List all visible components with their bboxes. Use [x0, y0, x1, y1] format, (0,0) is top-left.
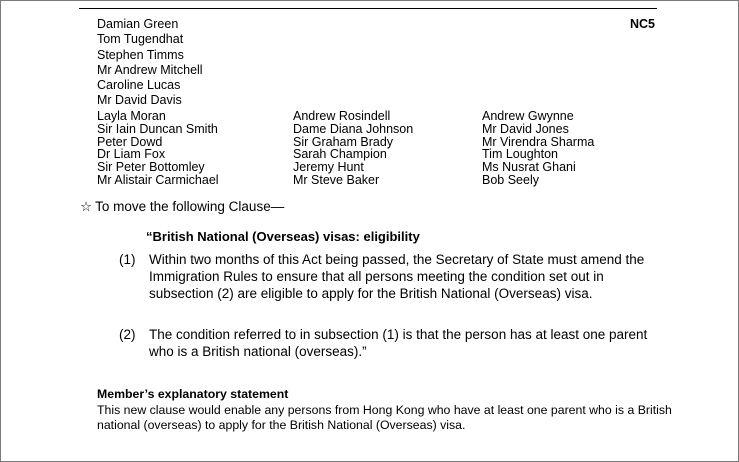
- sponsor-column: [482, 110, 594, 187]
- amendment-number: NC5: [629, 17, 655, 31]
- sponsor-name: Sir Iain Duncan Smith: [97, 121, 218, 136]
- sponsor-name: Mr Steve Baker: [293, 172, 380, 187]
- sponsor-name: Damian Green: [97, 17, 179, 31]
- sponsor-name: Jeremy Hunt: [293, 160, 364, 175]
- sponsor-column: [293, 110, 413, 187]
- sponsor-name: Mr Alistair Carmichael: [97, 172, 219, 187]
- sponsor-name: Caroline Lucas: [97, 78, 181, 93]
- sponsor-name: Andrew Gwynne: [482, 109, 574, 123]
- subsection-text: Within two months of this Act being passed, the Secretary of State must amend the Immigration Rules to ensure that all persons meeting the condition set out in subsection (2) are eligible to apply for the British National (Overseas) visa.: [149, 252, 645, 301]
- sponsor-name: Stephen Timms: [97, 47, 184, 62]
- explanatory-statement-title: Member’s explanatory statement: [97, 387, 289, 401]
- star-icon: ☆: [80, 199, 93, 214]
- sponsor-name: Bob Seely: [482, 172, 539, 187]
- sponsor-name: Sarah Champion: [293, 147, 387, 162]
- sponsor-name: Tim Loughton: [482, 147, 558, 162]
- sponsor-column: [97, 110, 219, 187]
- sponsor-list: [97, 17, 203, 109]
- sponsor-name: Tom Tugendhat: [97, 32, 184, 47]
- sponsor-name: Ms Nusrat Ghani: [482, 160, 576, 175]
- sponsor-name: Layla Moran: [97, 109, 166, 123]
- top-rule: [79, 8, 657, 9]
- sponsor-name: Mr David Davis: [97, 93, 182, 108]
- explanatory-statement-text: This new clause would enable any persons from Hong Kong who have at least one parent who is a British national (overseas) to apply for the British National (Overseas) visa.: [97, 403, 672, 432]
- subsection-text: The condition referred to in subsection (1) is that the person has at least one parent who is a British national (overseas).”: [149, 327, 648, 359]
- sponsor-name: Sir Peter Bottomley: [97, 160, 205, 175]
- motion-text: To move the following Clause—: [95, 199, 285, 214]
- sponsor-name: Sir Graham Brady: [293, 134, 394, 149]
- subsection-number: (2): [119, 327, 136, 342]
- sponsor-name: Mr David Jones: [482, 121, 569, 136]
- sponsor-name: Dame Diana Johnson: [293, 121, 414, 136]
- subsection-number: (1): [119, 252, 136, 267]
- clause-heading: “British National (Overseas) visas: eligibility: [146, 229, 420, 244]
- sponsor-name: Peter Dowd: [97, 134, 163, 149]
- sponsor-name: Mr Virendra Sharma: [482, 134, 595, 149]
- motion-line: [80, 199, 284, 215]
- sponsor-name: Mr Andrew Mitchell: [97, 62, 203, 77]
- sponsor-name: Dr Liam Fox: [97, 147, 166, 162]
- sponsor-name: Andrew Rosindell: [293, 109, 391, 123]
